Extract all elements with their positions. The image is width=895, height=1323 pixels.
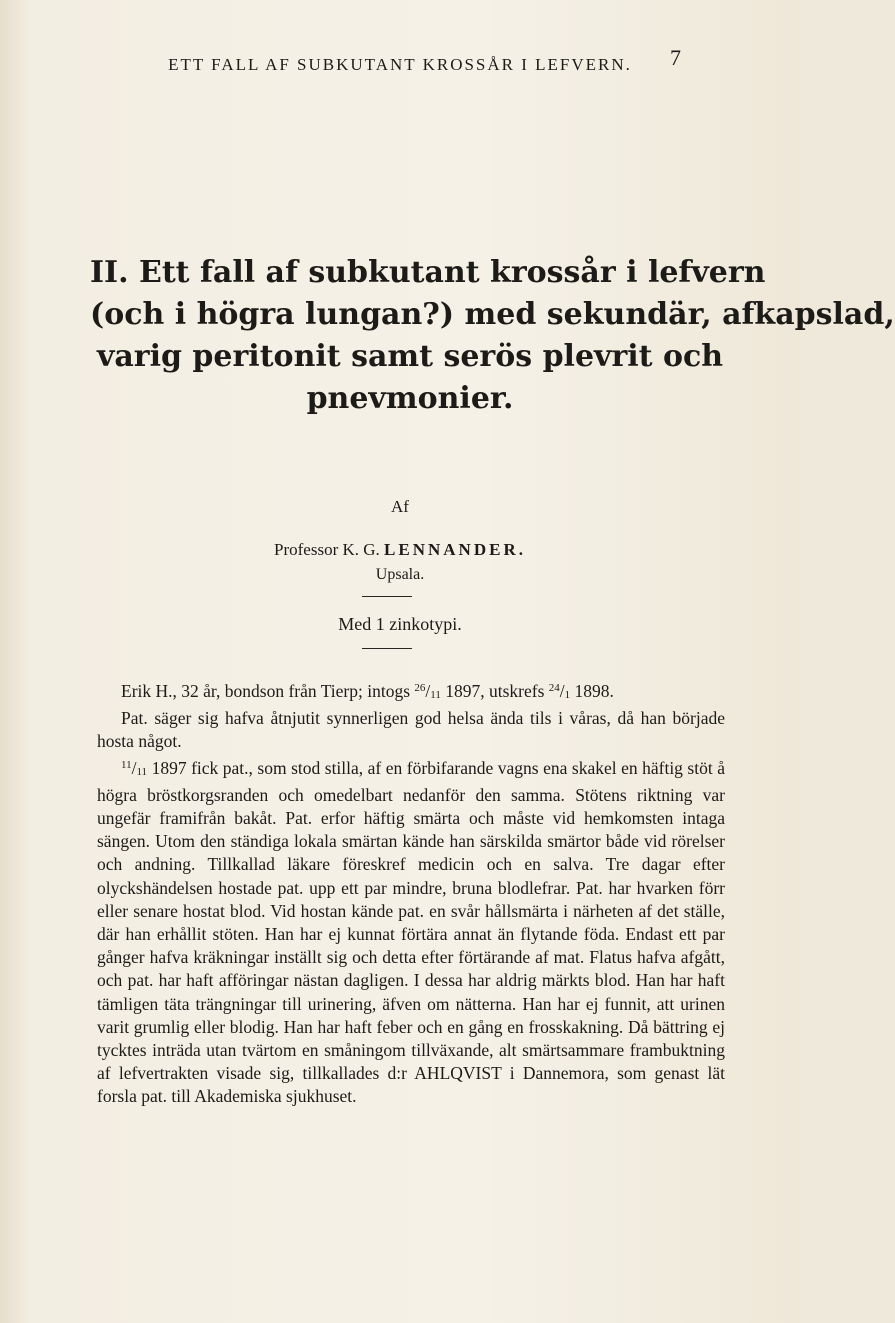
paragraph: Pat. säger sig hafva åtnjutit synnerligen god helsa ända tils i våras, då han började hosta något. xyxy=(97,708,725,752)
paragraph: Erik H., 32 år, bondson från Tierp; intogs $^{26}/_{11}$ 1897, utskrefs $^{24}/_1$ 1898. xyxy=(121,681,614,701)
date-numerator: 26 xyxy=(414,682,426,694)
author-line xyxy=(0,540,800,560)
date-numerator: 24 xyxy=(548,682,560,694)
running-head: ETT FALL AF SUBKUTANT KROSSÅR I LEFVERN. xyxy=(168,55,632,74)
author-city: Upsala. xyxy=(375,566,425,583)
title-line: (och i högra lungan?) med sekundär, afkapslad, xyxy=(90,297,895,332)
body-text xyxy=(97,677,725,1109)
date-denominator: 1 xyxy=(564,689,571,701)
title-line: pnevmonier. xyxy=(306,381,514,416)
date-denominator: 11 xyxy=(430,689,441,701)
divider xyxy=(362,596,412,597)
text-run: 1897 fick pat., som stod stilla, af en förbifarande vagns ena skakel en häftig stöt å högra bröstkorgsranden och omedelbart nedanför den samma. Stötens riktning var ungefär framifrån bakåt. Pat. erfor häftig smärta och måste vid hemkomsten intaga sängen. Utom den ständiga lokala smärtan kände han särskilda smärtor både vid rörelser och andning. Tillkallad läkare föreskref medicin och en salva. Tre dagar efter olyckshändelsen hostade pat. upp ett par mindre, bruna blodlefrar. Pat. har hvarken förr eller senare hostat blod. Vid hostan kände pat. en svår hållsmärta i närheten af det ställe, där han erhållit stöten. Han har ej kunnat förtära annat än flytande föda. Endast ett par gånger hafva kräkningar inställt sig och detta efter förtärande af mat. Flatus hafva afgått, och pat. har haft afföringar nästan dagligen. I dessa har aldrig märkts blod. Han har haft tämligen täta trängningar till urinering, äfven om nätterna. Han har ej funnit, att urinen varit grumlig eller blodig. Han har haft feber och en gång en frosskakning. Då bättring ej tycktes inträda utan tvärtom en småningom tillväxande, alt smärtsammare frambuktning af lefvertrakten visade sig, tillkallades d:r AHLQVIST i Dannemora, som genast lät forsla pat. till Akademiska sjukhuset. xyxy=(97,757,725,1107)
page-number: 7 xyxy=(670,45,681,70)
text-run: Erik H., 32 år, bondson från Tierp; intogs xyxy=(121,681,415,701)
author-prefix: Professor K. G. xyxy=(274,540,380,559)
article-title xyxy=(90,252,895,420)
figure-note: Med 1 zinkotypi. xyxy=(338,614,462,634)
date-numerator: 11 xyxy=(121,758,132,771)
title-line: varig peritonit samt serös plevrit och xyxy=(96,339,724,374)
title-line: II. Ett fall af subkutant krossår i lefvern xyxy=(90,255,766,290)
text-run: 1898. xyxy=(570,681,614,701)
paragraph: $^{11}/_{11}$ 1897 fick pat., som stod stilla, af en förbifarande vagns ena skakel en häftig stöt å högra bröstkorgsranden och omedelbart nedanför den samma. Stötens riktning var ungefär framifrån bakåt. Pat. erfor häftig smärta och måste vid hemkomsten intaga sängen. Utom den ständiga lokala smärtan kände han särskilda smärtor både vid rörelser och andning. Tillkallad läkare föreskref medicin och en salva. Tre dagar efter olyckshändelsen hostade pat. upp ett par mindre, bruna blodlefrar. Pat. har hvarken förr eller senare hostat blod. Vid hostan kände pat. en svår hållsmärta i närheten af det ställe, där han erhållit stöten. Han har ej kunnat förtära annat än flytande föda. Endast ett par gånger hafva kräkningar inställt sig och detta efter förtärande af mat. Flatus hafva afgått, och pat. har haft afföringar nästan dagligen. I dessa har aldrig märkts blod. Han har haft tämligen täta trängningar till urinering, äfven om nätterna. Han har ej funnit, att urinen varit grumlig eller blodig. Han har haft feber och en gång en frosskakning. Då bättring ej tycktes inträda utan tvärtom en småningom tillväxande, alt smärtsammare frambuktning af lefvertrakten visade sig, tillkallades d:r AHLQVIST i Dannemora, som genast lät forsla pat. till Akademiska sjukhuset. xyxy=(97,757,725,1107)
author-surname: LENNANDER. xyxy=(384,540,526,559)
byline-af: Af xyxy=(391,497,409,516)
text-run: 1897, utskrefs xyxy=(440,681,549,701)
divider xyxy=(362,648,412,649)
date-denominator: 11 xyxy=(136,765,148,778)
